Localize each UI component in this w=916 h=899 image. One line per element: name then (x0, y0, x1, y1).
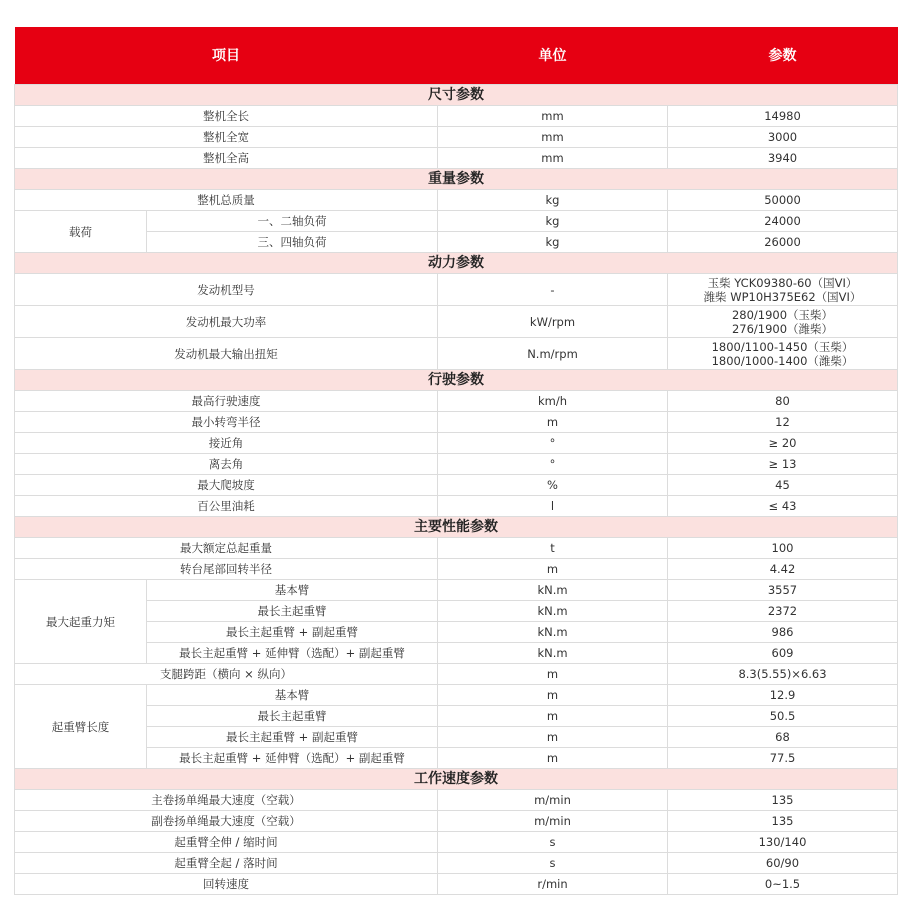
item-name: 整机全长 (15, 106, 438, 127)
section-title: 尺寸参数 (15, 85, 898, 106)
table-row (15, 190, 898, 211)
value: 2372 (668, 601, 898, 622)
unit: ° (438, 454, 668, 475)
table-row (15, 874, 898, 895)
value: 609 (668, 643, 898, 664)
table-row (15, 391, 898, 412)
table-row (15, 601, 898, 622)
item-name: 最高行驶速度 (15, 391, 438, 412)
unit: mm (438, 106, 668, 127)
value: 135 (668, 790, 898, 811)
table-row (15, 622, 898, 643)
value: ≥ 20 (668, 433, 898, 454)
table-row (15, 274, 898, 306)
table-header (15, 27, 898, 85)
value: 60/90 (668, 853, 898, 874)
table-row (15, 538, 898, 559)
unit: N.m/rpm (438, 338, 668, 370)
section-title: 重量参数 (15, 169, 898, 190)
value: 77.5 (668, 748, 898, 769)
unit: kN.m (438, 580, 668, 601)
section-header (15, 517, 898, 538)
unit: kN.m (438, 643, 668, 664)
value-line: 1800/1000-1400（潍柴） (711, 353, 854, 368)
unit: % (438, 475, 668, 496)
group-label: 最大起重力矩 (15, 580, 147, 664)
value: 0~1.5 (668, 874, 898, 895)
item-name: 整机总质量 (15, 190, 438, 211)
item-name: 起重臂全伸 / 缩时间 (15, 832, 438, 853)
table-row (15, 454, 898, 475)
table-row (15, 832, 898, 853)
value: 3940 (668, 148, 898, 169)
item-name: 整机全宽 (15, 127, 438, 148)
unit: kN.m (438, 622, 668, 643)
value: 50000 (668, 190, 898, 211)
table-row (15, 211, 898, 232)
value: 135 (668, 811, 898, 832)
table-row (15, 664, 898, 685)
unit: kN.m (438, 601, 668, 622)
item-name: 起重臂全起 / 落时间 (15, 853, 438, 874)
section-header (15, 769, 898, 790)
unit: m (438, 412, 668, 433)
table-row (15, 412, 898, 433)
value: 80 (668, 391, 898, 412)
item-name: 最长主起重臂 (147, 601, 438, 622)
item-name: 一、二轴负荷 (147, 211, 438, 232)
item-name: 副卷扬单绳最大速度（空载） (15, 811, 438, 832)
item-name: 主卷扬单绳最大速度（空载） (15, 790, 438, 811)
item-name: 转台尾部回转半径 (15, 559, 438, 580)
section-title: 动力参数 (15, 253, 898, 274)
section-header (15, 253, 898, 274)
unit: kW/rpm (438, 306, 668, 338)
table-row (15, 790, 898, 811)
value: 50.5 (668, 706, 898, 727)
section-header (15, 370, 898, 391)
item-name: 最长主起重臂 + 延伸臂（选配）+ 副起重臂 (147, 748, 438, 769)
item-name: 最长主起重臂 + 延伸臂（选配）+ 副起重臂 (147, 643, 438, 664)
value-line: 280/1900（玉柴） (731, 307, 834, 322)
value: 12.9 (668, 685, 898, 706)
table-row (15, 148, 898, 169)
value: ≥ 13 (668, 454, 898, 475)
table-row (15, 306, 898, 338)
unit: ° (438, 433, 668, 454)
unit: s (438, 832, 668, 853)
value-line: 玉柴 YCK09380-60（国VI） (707, 275, 858, 290)
group-label: 载荷 (15, 211, 147, 253)
unit: m (438, 727, 668, 748)
value: 68 (668, 727, 898, 748)
item-name: 最长主起重臂 + 副起重臂 (147, 727, 438, 748)
item-name: 离去角 (15, 454, 438, 475)
unit: m (438, 706, 668, 727)
value (668, 338, 898, 370)
table-row (15, 685, 898, 706)
value-line: 276/1900（潍柴） (731, 321, 834, 336)
group-label: 起重臂长度 (15, 685, 147, 769)
unit: mm (438, 148, 668, 169)
header-item: 项目 (15, 27, 438, 85)
value: 45 (668, 475, 898, 496)
unit: s (438, 853, 668, 874)
unit: kg (438, 232, 668, 253)
section-title: 行驶参数 (15, 370, 898, 391)
table-row (15, 748, 898, 769)
table-row (15, 232, 898, 253)
table-row (15, 433, 898, 454)
value: 100 (668, 538, 898, 559)
header-value: 参数 (668, 27, 898, 85)
unit: km/h (438, 391, 668, 412)
section-title: 工作速度参数 (15, 769, 898, 790)
table-row (15, 811, 898, 832)
unit: t (438, 538, 668, 559)
item-name: 接近角 (15, 433, 438, 454)
unit: m/min (438, 811, 668, 832)
unit: l (438, 496, 668, 517)
item-name: 基本臂 (147, 580, 438, 601)
value: 24000 (668, 211, 898, 232)
section-header (15, 85, 898, 106)
value: 8.3(5.55)×6.63 (668, 664, 898, 685)
table-row (15, 580, 898, 601)
table-row (15, 853, 898, 874)
item-name: 最长主起重臂 + 副起重臂 (147, 622, 438, 643)
value: 12 (668, 412, 898, 433)
table-row (15, 475, 898, 496)
unit: kg (438, 211, 668, 232)
header-unit: 单位 (438, 27, 668, 85)
item-name: 最小转弯半径 (15, 412, 438, 433)
unit: - (438, 274, 668, 306)
table-row (15, 727, 898, 748)
item-name: 发动机最大输出扭矩 (15, 338, 438, 370)
item-name: 最长主起重臂 (147, 706, 438, 727)
item-name: 最大爬坡度 (15, 475, 438, 496)
table-row (15, 496, 898, 517)
value: 3000 (668, 127, 898, 148)
value: 986 (668, 622, 898, 643)
value: ≤ 43 (668, 496, 898, 517)
value: 26000 (668, 232, 898, 253)
value (668, 306, 898, 338)
value (668, 274, 898, 306)
item-name: 基本臂 (147, 685, 438, 706)
unit: mm (438, 127, 668, 148)
item-name: 百公里油耗 (15, 496, 438, 517)
value-line: 1800/1100-1450（玉柴） (711, 339, 854, 354)
table-row (15, 127, 898, 148)
table-row (15, 106, 898, 127)
spec-table (14, 27, 898, 895)
value: 4.42 (668, 559, 898, 580)
table-row (15, 338, 898, 370)
item-name: 发动机最大功率 (15, 306, 438, 338)
unit: m/min (438, 790, 668, 811)
unit: m (438, 559, 668, 580)
unit: m (438, 748, 668, 769)
value-line: 潍柴 WP10H375E62（国VI） (703, 289, 862, 304)
value: 130/140 (668, 832, 898, 853)
unit: r/min (438, 874, 668, 895)
unit: m (438, 685, 668, 706)
table-row (15, 643, 898, 664)
item-name: 最大额定总起重量 (15, 538, 438, 559)
section-header (15, 169, 898, 190)
value: 3557 (668, 580, 898, 601)
table-row (15, 559, 898, 580)
table-row (15, 706, 898, 727)
unit: m (438, 664, 668, 685)
item-name: 发动机型号 (15, 274, 438, 306)
value: 14980 (668, 106, 898, 127)
item-name: 支腿跨距（横向 × 纵向） (15, 664, 438, 685)
section-title: 主要性能参数 (15, 517, 898, 538)
item-name: 三、四轴负荷 (147, 232, 438, 253)
item-name: 整机全高 (15, 148, 438, 169)
item-name: 回转速度 (15, 874, 438, 895)
unit: kg (438, 190, 668, 211)
